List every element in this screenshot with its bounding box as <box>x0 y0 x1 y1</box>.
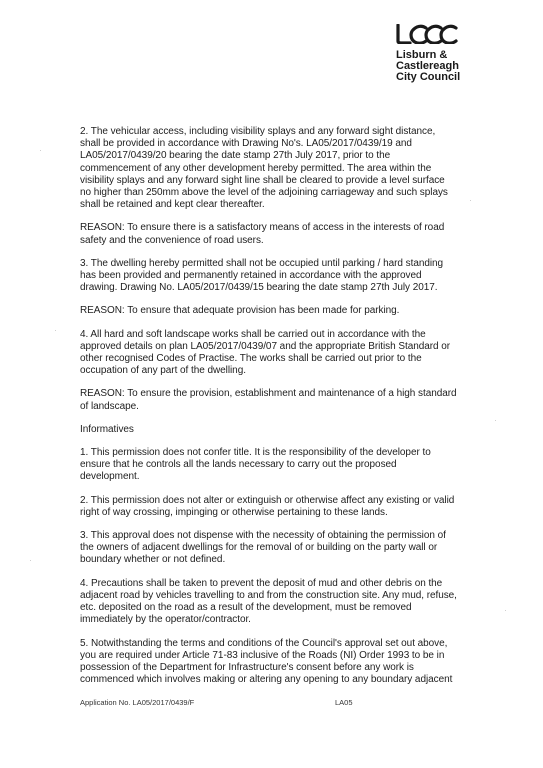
scan-speck <box>30 560 31 561</box>
informative-5: 5. Notwithstanding the terms and conditions of the Council's approval set out above, you are required under Article 71-83 inclusive of the Roads (NI) Order 1993 to be in possession of the Department for Infrastructure's consent before any work is commenced which involves making or altering any opening to any boundary adjacent <box>80 637 453 686</box>
logo-line-3: City Council <box>396 71 461 83</box>
informative-4: 4. Precautions shall be taken to prevent the deposit of mud and other debris on the adjacent road by vehicles travelling to and from the construction site. Any mud, refuse, etc. deposited on the road as a result of the development, must be removed immediately by the operator/contractor. <box>80 577 457 626</box>
lccc-monogram-icon <box>396 24 458 44</box>
informative-3: 3. This approval does not dispense with the necessity of obtaining the permission of the owners of adjacent dwellings for the removal of or building on the party wall or boundary whether or not defined. <box>80 530 446 566</box>
scan-speck <box>40 150 41 151</box>
logo-line-2: Castlereagh <box>396 60 459 72</box>
condition-3: 3. The dwelling hereby permitted shall not be occupied until parking / hard standing has been provided and permanently retained in accordance with the approved drawing. Drawing No. LA05/2017/0439/15 bearing the date stamp 27th July 2017. <box>80 257 444 294</box>
footer-reference: LA05 <box>335 698 353 707</box>
condition-2: 2. The vehicular access, including visibility splays and any forward sight distance, shall be provided in accordance with Drawing No's. LA05/2017/0439/19 and LA05/2017/0439/20 bearing the date stamp 27th July 2017, prior to the commencement of any other development hereby permitted. The area within the visibility splays and any forward sight line shall be cleared to provide a level surface no higher than 250mm above the level of the adjoining carriageway and such splays shall be retained and kept clear thereafter. <box>80 126 448 211</box>
reason-2: REASON: To ensure there is a satisfactory means of access in the interests of road safety and the convenience of road users. <box>80 222 445 246</box>
reason-3: REASON: To ensure that adequate provision has been made for parking. <box>80 305 400 317</box>
scan-speck <box>505 610 506 611</box>
document-body <box>80 126 458 686</box>
scan-speck <box>495 420 496 421</box>
condition-4: 4. All hard and soft landscape works shall be carried out in accordance with the approved details on plan LA05/2017/0439/07 and the appropriate British Standard or other recognised Codes of Practise. The works shall be carried out prior to the occupation of any part of the dwelling. <box>80 328 451 377</box>
scan-speck <box>470 200 471 201</box>
informatives-heading: Informatives <box>80 423 134 435</box>
informative-1: 1. This permission does not confer title. It is the responsibility of the developer to ensure that he controls all the lands necessary to carry out the proposed development. <box>80 447 431 483</box>
logo-line-1: Lisburn & <box>396 49 448 61</box>
reason-4: REASON: To ensure the provision, establishment and maintenance of a high standard of landscape. <box>80 388 457 412</box>
informative-2: 2. This permission does not alter or extinguish or otherwise affect any existing or valid right of way crossing, impinging or otherwise pertaining to these lands. <box>80 494 455 518</box>
council-logo <box>396 24 506 83</box>
scan-speck <box>55 330 56 331</box>
application-number: Application No. LA05/2017/0439/F <box>80 698 195 707</box>
